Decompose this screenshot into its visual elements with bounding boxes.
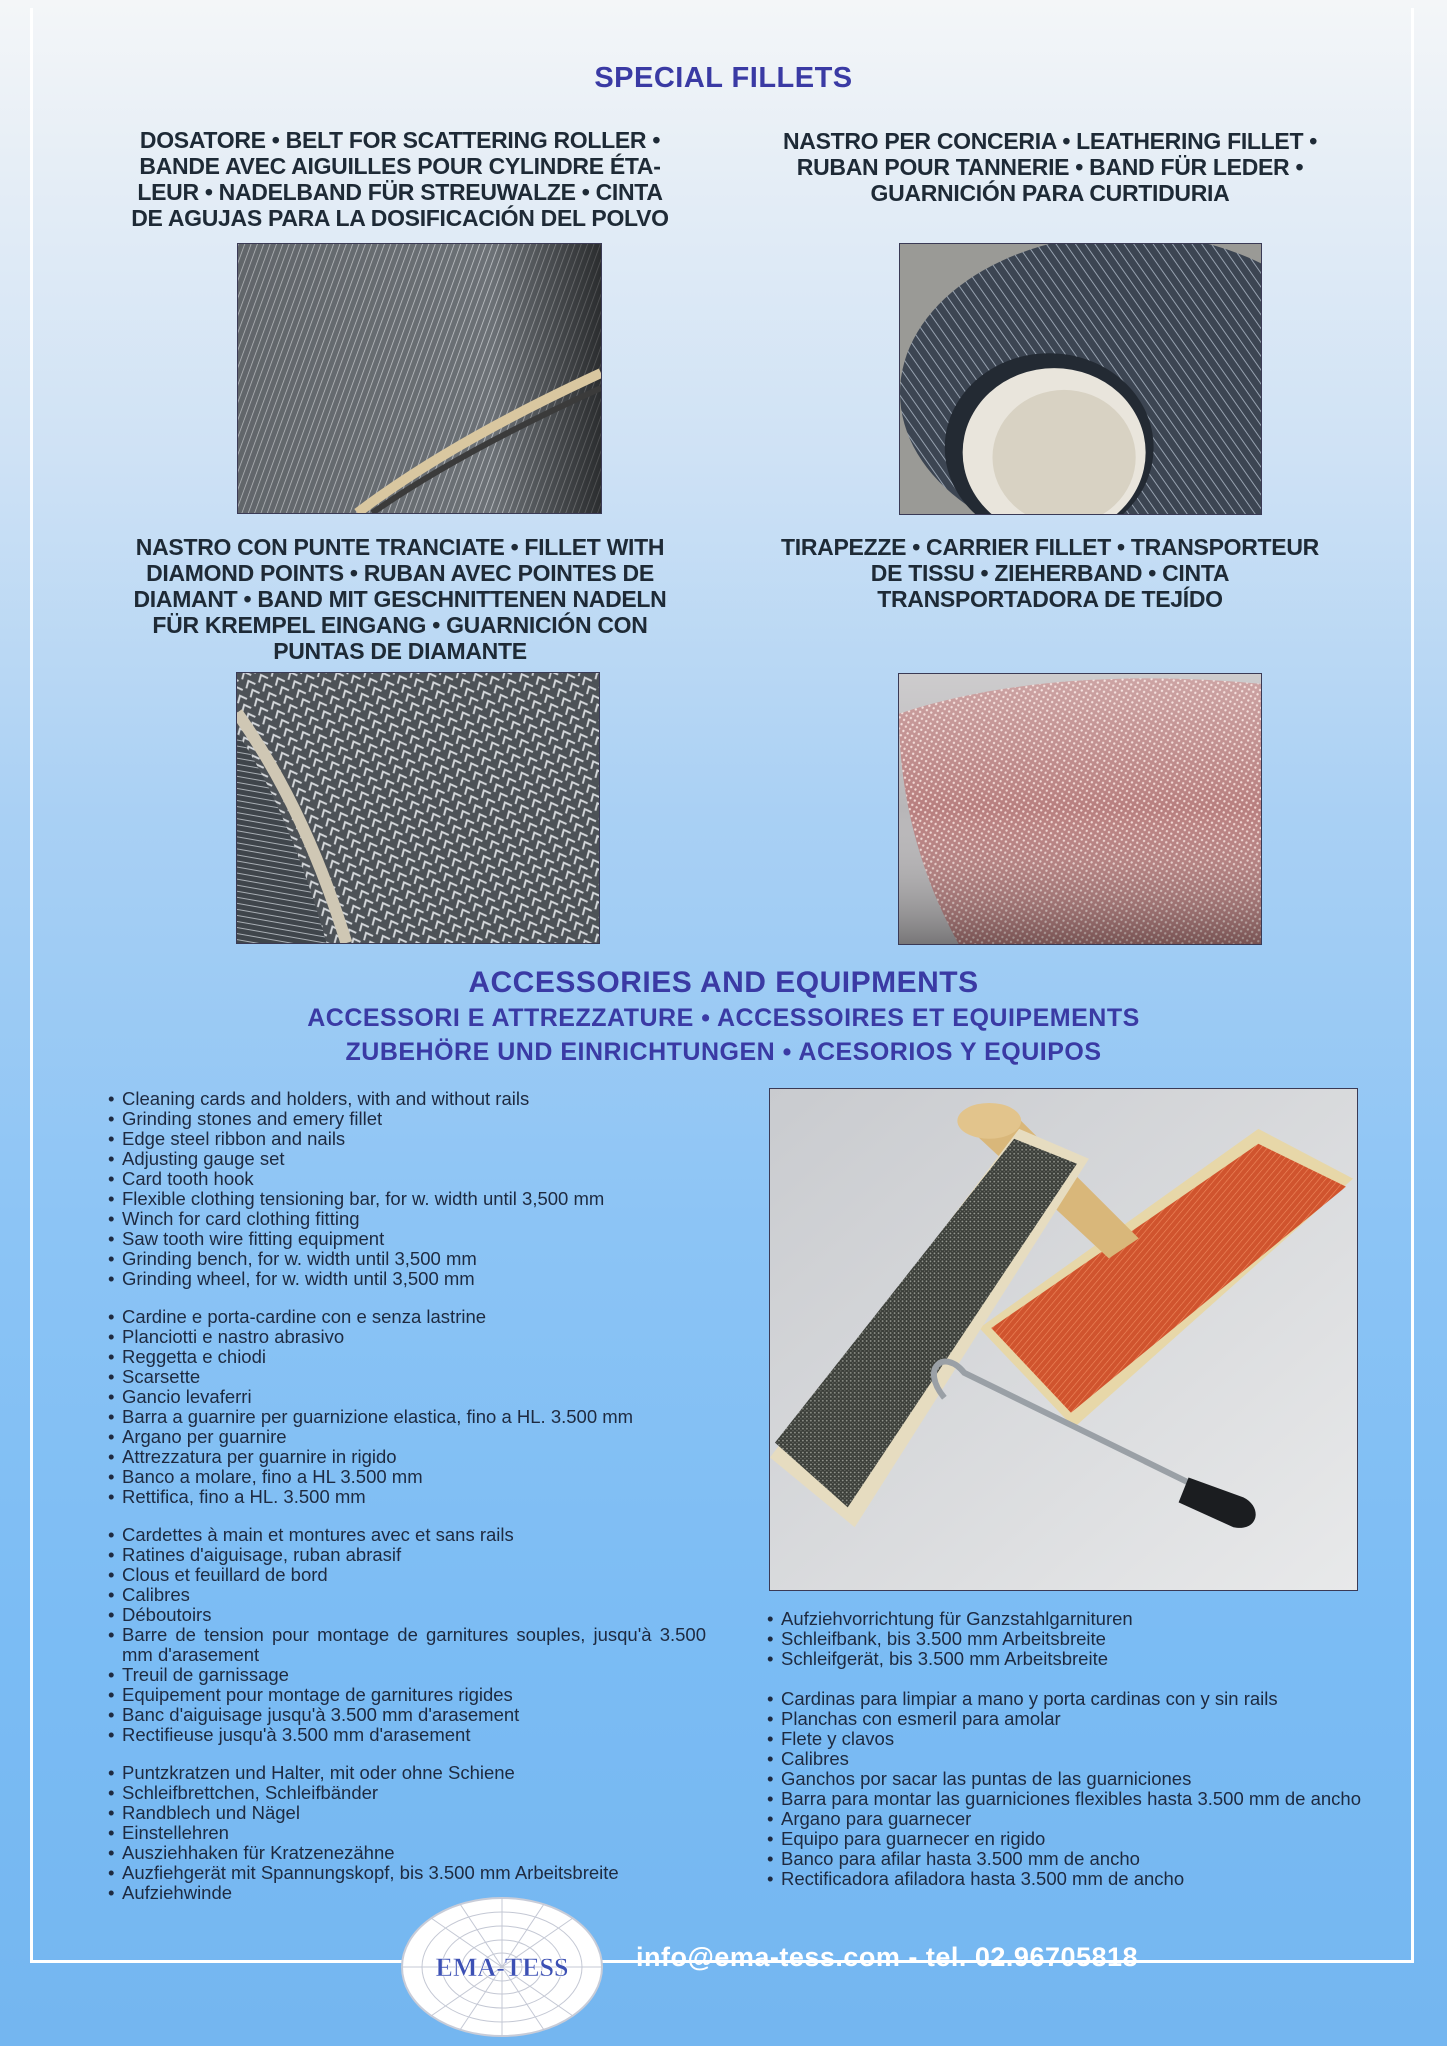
list-item: • Cardinas para limpiar a mano y porta cardinas con y sin rails (765, 1689, 1370, 1709)
list-spanish (765, 1689, 1370, 1889)
list-item: • Ratines d'aiguisage, ruban abrasif (106, 1545, 706, 1565)
list-item: • Banco para afilar hasta 3.500 mm de ancho (765, 1849, 1370, 1869)
list-german-b (765, 1609, 1365, 1669)
accessories-title: ACCESSORIES AND EQUIPMENTS (468, 966, 979, 999)
list-item: • Barre de tension pour montage de garnitures souples, jusqu'à 3.500 mm d'arasement (106, 1625, 706, 1665)
list-item: • Auzfiehgerät mit Spannungskopf, bis 3.500 mm Arbeitsbreite (106, 1863, 766, 1883)
list-item: • Flexible clothing tensioning bar, for w. width until 3,500 mm (106, 1189, 766, 1209)
list-item: • Argano per guarnire (106, 1427, 766, 1447)
fillet-caption-carrier: TIRAPEZZE • CARRIER FILLET • TRANSPORTEUR DE TISSU • ZIEHERBAND • CINTA TRANSPORTADORA DE TEJÍDO (781, 534, 1319, 612)
list-item: • Schleifbrettchen, Schleifbänder (106, 1783, 766, 1803)
list-item: • Cardettes à main et montures avec et sans rails (106, 1525, 706, 1545)
list-item: • Ganchos por sacar las puntas de las guarniciones (765, 1769, 1370, 1789)
list-item: • Attrezzatura per guarnire in rigido (106, 1447, 766, 1467)
fillet-caption-diamond: NASTRO CON PUNTE TRANCIATE • FILLET WITH DIAMOND POINTS • RUBAN AVEC POINTES DE DIAMANT • BAND MIT GESCHNITTENEN NADELN FÜR KREMPEL EINGANG • GUARNICIÓN CON PUNTAS DE DIAMANTE (133, 534, 667, 664)
photo-carrier-fillet (898, 673, 1262, 945)
logo-text: EMA-TESS (435, 1953, 569, 1982)
list-item: • Equipo para guarnecer en rigido (765, 1829, 1370, 1849)
list-item: • Déboutoirs (106, 1605, 706, 1625)
list-item: • Planciotti e nastro abrasivo (106, 1327, 766, 1347)
list-item: • Clous et feuillard de bord (106, 1565, 706, 1585)
fillet-caption-dosatore: DOSATORE • BELT FOR SCATTERING ROLLER • BANDE AVEC AIGUILLES POUR CYLINDRE ÉTA- LEUR • NADELBAND FÜR STREUWALZE • CINTA DE AGUJAS PARA LA DOSIFICACIÓN DEL POLVO (131, 127, 669, 231)
list-item: • Rectificadora afiladora hasta 3.500 mm de ancho (765, 1869, 1370, 1889)
list-item: • Scarsette (106, 1367, 766, 1387)
list-item: • Calibres (106, 1585, 706, 1605)
list-english (106, 1089, 766, 1289)
list-item: • Aufziehwinde (106, 1883, 766, 1903)
list-item: • Grinding wheel, for w. width until 3,500 mm (106, 1269, 766, 1289)
list-item: • Rettifica, fino a HL. 3.500 mm (106, 1487, 766, 1507)
list-item: • Banco a molare, fino a HL 3.500 mm (106, 1467, 766, 1487)
list-item: • Cleaning cards and holders, with and without rails (106, 1089, 766, 1109)
list-french (106, 1525, 706, 1745)
list-item: • Einstellehren (106, 1823, 766, 1843)
list-item: • Planchas con esmeril para amolar (765, 1709, 1370, 1729)
list-item: • Aufziehvorrichtung für Ganzstahlgarnituren (765, 1609, 1365, 1629)
accessories-subtitle-2: ZUBEHÖRE UND EINRICHTUNGEN • ACESORIOS Y EQUIPOS (345, 1038, 1102, 1066)
list-item: • Edge steel ribbon and nails (106, 1129, 766, 1149)
footer-line-left (30, 1960, 402, 1963)
list-item: • Flete y clavos (765, 1729, 1370, 1749)
list-item: • Schleifgerät, bis 3.500 mm Arbeitsbreite (765, 1649, 1365, 1669)
list-item: • Saw tooth wire fitting equipment (106, 1229, 766, 1249)
footer-line-right (1152, 1960, 1414, 1963)
list-item: • Barra a guarnire per guarnizione elastica, fino a HL. 3.500 mm (106, 1407, 766, 1427)
list-item: • Cardine e porta-cardine con e senza lastrine (106, 1307, 766, 1327)
list-item: • Barra para montar las guarniciones flexibles hasta 3.500 mm de ancho (765, 1789, 1370, 1809)
list-italian (106, 1307, 766, 1507)
list-item: • Schleifbank, bis 3.500 mm Arbeitsbreite (765, 1629, 1365, 1649)
list-item: • Rectifieuse jusqu'à 3.500 mm d'arasement (106, 1725, 706, 1745)
list-german-a (106, 1763, 766, 1903)
list-item: • Grinding bench, for w. width until 3,500 mm (106, 1249, 766, 1269)
list-item: • Randblech und Nägel (106, 1803, 766, 1823)
ema-tess-logo (400, 1896, 604, 2038)
list-item: • Grinding stones and emery fillet (106, 1109, 766, 1129)
page-title: SPECIAL FILLETS (594, 62, 853, 94)
list-item: • Card tooth hook (106, 1169, 766, 1189)
list-item: • Ausziehhaken für Kratzenezähne (106, 1843, 766, 1863)
photo-accessories-tools (769, 1088, 1358, 1591)
list-item: • Treuil de garnissage (106, 1665, 706, 1685)
photo-diamond-points (236, 672, 600, 944)
fillet-caption-conceria: NASTRO PER CONCERIA • LEATHERING FILLET • RUBAN POUR TANNERIE • BAND FÜR LEDER • GUARNICIÓN PARA CURTIDURIA (782, 128, 1318, 206)
list-item: • Reggetta e chiodi (106, 1347, 766, 1367)
list-item: • Argano para guarnecer (765, 1809, 1370, 1829)
accessories-subtitle-1: ACCESSORI E ATTREZZATURE • ACCESSOIRES ET EQUIPEMENTS (307, 1004, 1140, 1032)
photo-leathering-fillet (899, 243, 1262, 515)
list-item: • Gancio levaferri (106, 1387, 766, 1407)
list-item: • Calibres (765, 1749, 1370, 1769)
list-item: • Banc d'aiguisage jusqu'à 3.500 mm d'arasement (106, 1705, 706, 1725)
list-item: • Winch for card clothing fitting (106, 1209, 766, 1229)
contact-info[interactable]: info@ema-tess.com - tel. 02.96705818 (636, 1942, 1139, 1972)
list-item: • Puntzkratzen und Halter, mit oder ohne Schiene (106, 1763, 766, 1783)
list-item: • Equipement pour montage de garnitures rigides (106, 1685, 706, 1705)
photo-scattering-roller (237, 243, 602, 514)
list-item: • Adjusting gauge set (106, 1149, 766, 1169)
